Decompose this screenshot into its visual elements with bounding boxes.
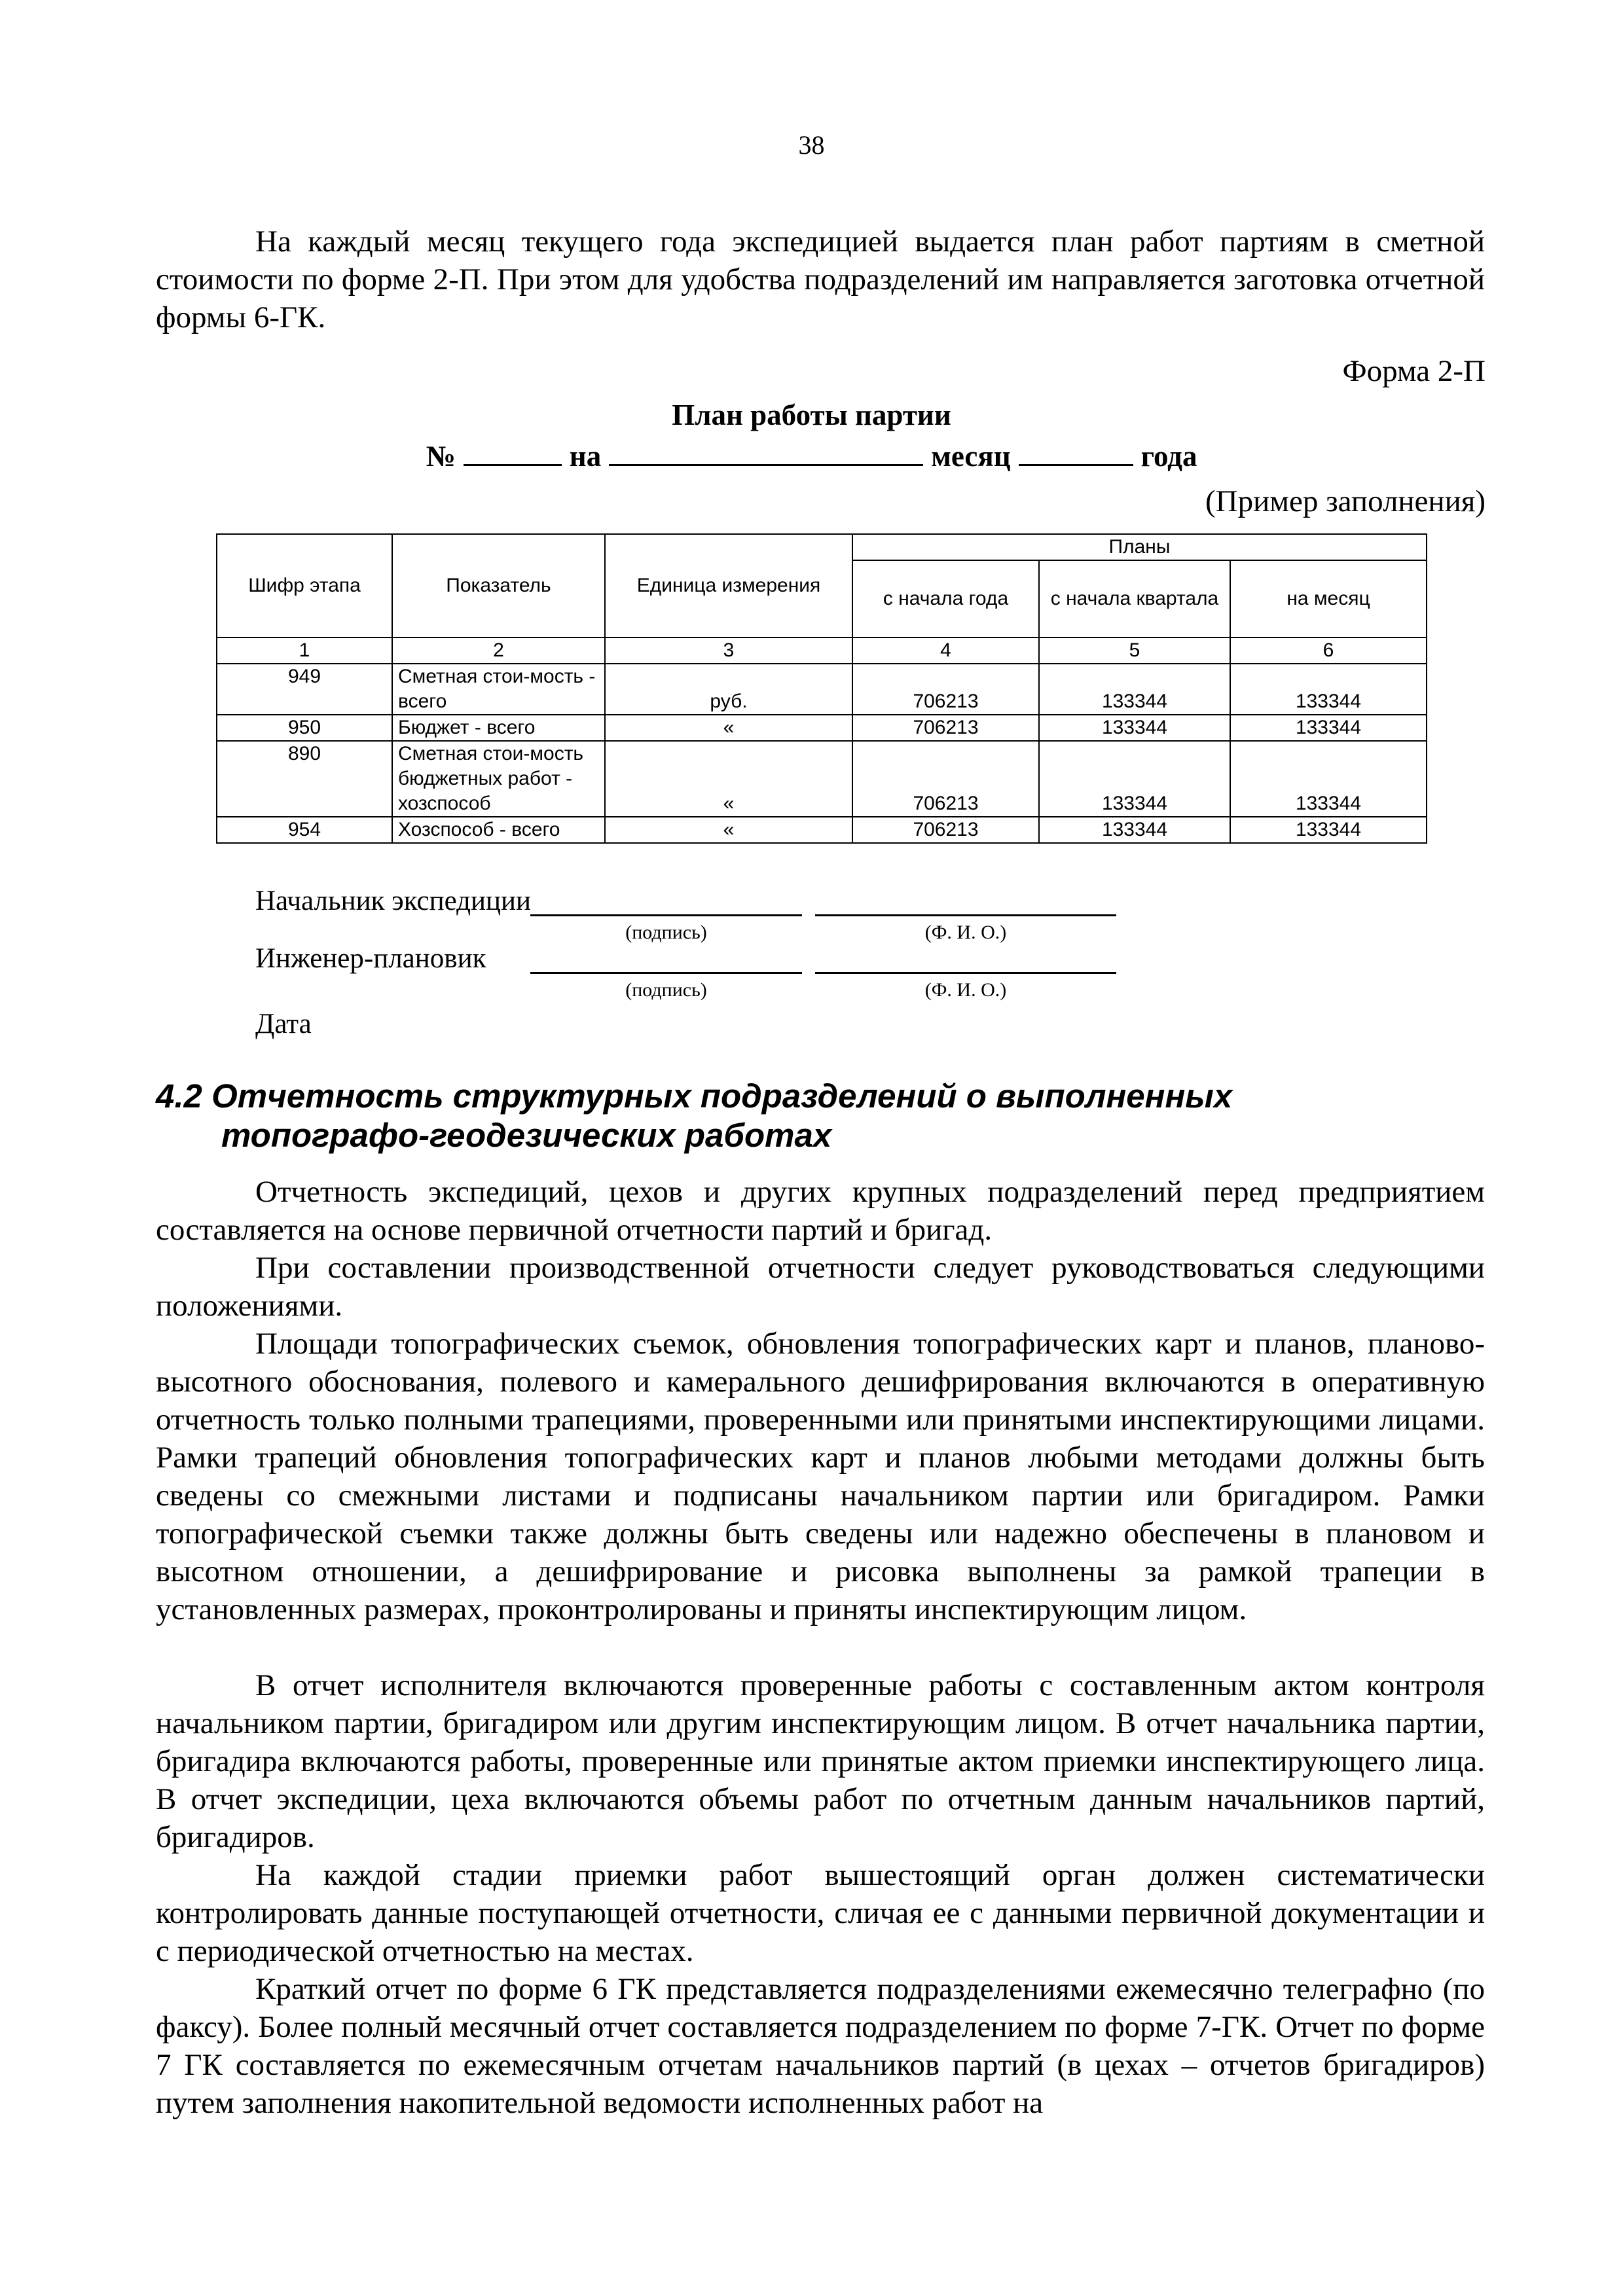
plan-table: [216, 533, 1427, 844]
number-blank[interactable]: [464, 435, 562, 466]
row-quarter: 133344: [1039, 715, 1230, 741]
engineer-signature-line[interactable]: [530, 972, 802, 974]
row-month: 133344: [1230, 664, 1427, 715]
form-label: Форма 2-П: [1342, 354, 1486, 388]
table-row: [217, 664, 1427, 715]
year-label: года: [1140, 440, 1197, 473]
column-number-row: [217, 637, 1427, 664]
row-indicator: Сметная стои-мость бюджетных работ - хозспособ: [392, 741, 605, 817]
section-heading: [156, 1077, 1498, 1155]
row-indicator: Сметная стои-мость - всего: [392, 664, 605, 715]
row-code: 949: [217, 664, 392, 715]
form-title: План работы партии: [672, 399, 951, 431]
date-label: Дата: [255, 1009, 312, 1039]
row-indicator: Хозспособ - всего: [392, 817, 605, 843]
row-code: 954: [217, 817, 392, 843]
period-blank[interactable]: [609, 435, 923, 466]
row-month: 133344: [1230, 715, 1427, 741]
column-number: 3: [605, 637, 852, 664]
row-indicator: Бюджет - всего: [392, 715, 605, 741]
column-number: 6: [1230, 637, 1427, 664]
year-blank[interactable]: [1019, 435, 1133, 466]
header-month: на месяц: [1230, 560, 1427, 637]
head-signature-caption: (подпись): [625, 922, 707, 943]
section-heading-line2: топографо-геодезических работах: [221, 1117, 832, 1154]
engineer-signature-caption: (подпись): [625, 979, 707, 1001]
row-year: 706213: [852, 715, 1039, 741]
row-year: 706213: [852, 741, 1039, 817]
row-unit: руб.: [605, 664, 852, 715]
example-note: (Пример заполнения): [1205, 484, 1486, 518]
planning-engineer-label: Инженер-плановик: [255, 943, 486, 974]
row-unit: «: [605, 715, 852, 741]
column-number: 4: [852, 637, 1039, 664]
header-indicator: Показатель: [392, 534, 605, 637]
header-quarter: с начала квартала: [1039, 560, 1230, 637]
body-paragraph: При составлении производственной отчетности следует руководствоваться следующими положениями.: [156, 1251, 1485, 1323]
row-quarter: 133344: [1039, 741, 1230, 817]
header-unit: Единица измерения: [605, 534, 852, 637]
row-month: 133344: [1230, 817, 1427, 843]
body-paragraph: Краткий отчет по форме 6 ГК представляется подразделениями ежемесячно телеграфно (по факсу). Более полный месячный отчет составляется подразделением по форме 7-ГК. Отчет по форме 7 ГК составляется по ежемесячным отчетам начальников партий (в цехах – отчетов бригадиров) путем заполнения накопительной ведомости исполненных работ на: [156, 1972, 1485, 2120]
form-subtitle: [0, 435, 1623, 475]
number-label: №: [426, 440, 456, 473]
head-name-caption: (Ф. И. О.): [924, 922, 1007, 943]
row-quarter: 133344: [1039, 817, 1230, 843]
body-paragraph: На каждой стадии приемки работ вышестоящий орган должен систематически контролировать данные поступающей отчетности, сличая ее с данными первичной документации и с периодической отчетностью на местах.: [156, 1858, 1485, 1968]
head-name-line[interactable]: [815, 914, 1116, 916]
head-of-expedition-label: Начальник экспедиции: [255, 886, 532, 916]
page-number: 38: [798, 130, 825, 160]
engineer-name-caption: (Ф. И. О.): [924, 979, 1007, 1001]
table-row: [217, 715, 1427, 741]
row-year: 706213: [852, 664, 1039, 715]
body-paragraph: Отчетность экспедиций, цехов и других крупных подразделений перед предприятием составляется на основе первичной отчетности партий и бригад.: [156, 1175, 1485, 1247]
column-number: 2: [392, 637, 605, 664]
month-label: месяц: [931, 440, 1011, 473]
row-unit: «: [605, 817, 852, 843]
header-year: с начала года: [852, 560, 1039, 637]
header-code: Шифр этапа: [217, 534, 392, 637]
head-signature-line[interactable]: [530, 914, 802, 916]
column-number: 5: [1039, 637, 1230, 664]
row-unit: «: [605, 741, 852, 817]
body-paragraph: В отчет исполнителя включаются проверенные работы с составленным актом контроля начальником партии, бригадиром или другим инспектирующим лицом. В отчет начальника партии, бригадира включаются работы, проверенные или принятые актом приемки инспектирующего лица. В отчет экспедиции, цеха включаются объемы работ по отчетным данным начальников партий, бригадиров.: [156, 1668, 1485, 1854]
na-label: на: [569, 440, 602, 473]
intro-paragraph: На каждый месяц текущего года экспедицией выдается план работ партиям в сметной стоимости по форме 2-П. При этом для удобства подразделений им направляется заготовка отчетной формы 6-ГК.: [156, 224, 1485, 334]
header-plans: Планы: [852, 534, 1427, 560]
row-quarter: 133344: [1039, 664, 1230, 715]
row-year: 706213: [852, 817, 1039, 843]
column-number: 1: [217, 637, 392, 664]
row-month: 133344: [1230, 741, 1427, 817]
body-paragraph: Площади топографических съемок, обновления топографических карт и планов, планово-высотного обоснования, полевого и камерального дешифрирования включаются в оперативную отчетность только полными трапециями, проверенными или принятыми инспектирующими лицами. Рамки трапеций обновления топографических карт и планов любыми методами должны быть сведены со смежными листами и подписаны начальником партии или бригадиром. Рамки топографической съемки также должны быть сведены или надежно обеспечены в плановом и высотном отношении, а дешифрирование и рисовка выполнены за рамкой трапеции в установленных размерах, проконтролированы и приняты инспектирующим лицом.: [156, 1327, 1485, 1626]
row-code: 950: [217, 715, 392, 741]
table-row: [217, 817, 1427, 843]
section-heading-line1: 4.2 Отчетность структурных подразделений о выполненных: [156, 1077, 1233, 1115]
row-code: 890: [217, 741, 392, 817]
engineer-name-line[interactable]: [815, 972, 1116, 974]
table-row: [217, 741, 1427, 817]
